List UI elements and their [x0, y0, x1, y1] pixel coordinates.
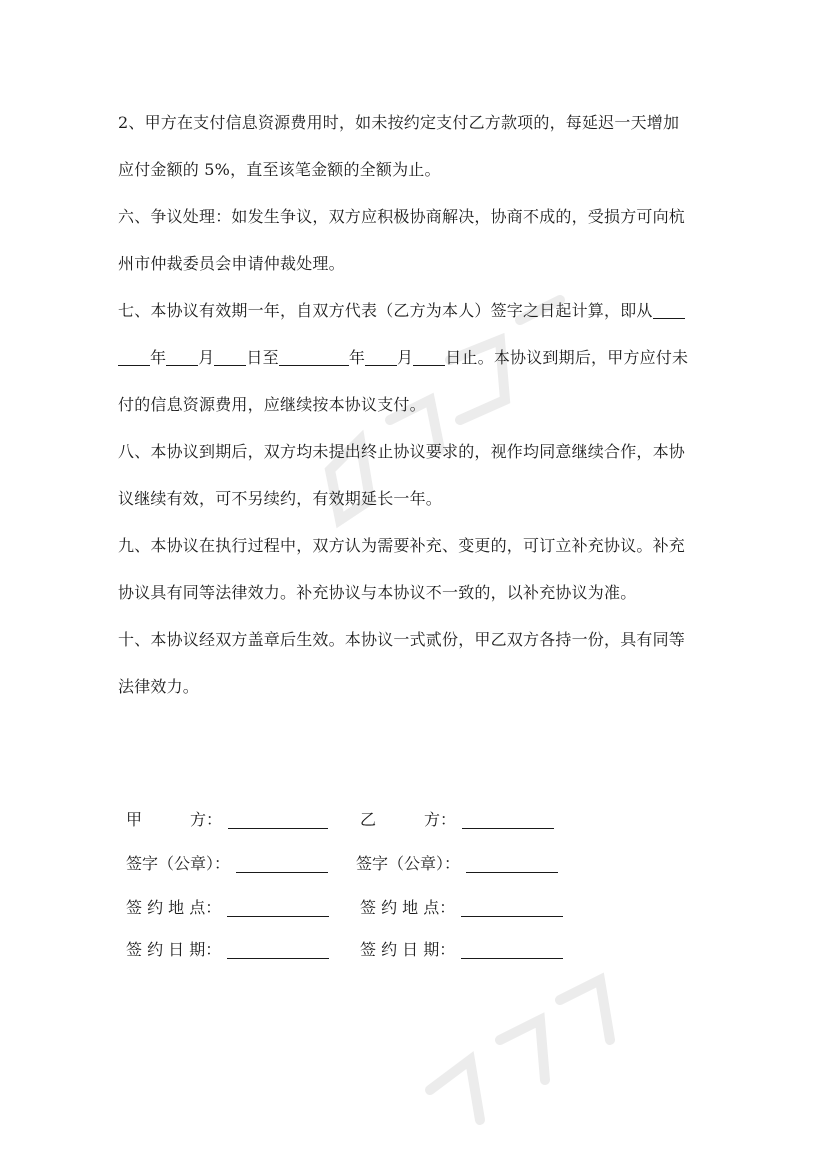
sign-b-label: 签字（公章）： [356, 854, 461, 873]
clause-line: 协议具有同等法律效力。补充协议与本协议不一致的，以补充协议为准。 [118, 583, 637, 602]
party-b-field [360, 810, 554, 830]
clause-line: 2、甲方在支付信息资源费用时，如未按约定支付乙方款项的，每延迟一天增加 [118, 113, 680, 132]
party-a-field [126, 810, 328, 830]
month-label: 月 [198, 348, 215, 367]
start-day-blank[interactable] [214, 347, 246, 366]
end-month-blank[interactable] [365, 347, 397, 366]
clause-7-validity [118, 287, 718, 428]
date-b-field [360, 940, 563, 960]
place-a-label: 签 约 地 点： [126, 898, 222, 917]
place-a-blank[interactable] [227, 898, 329, 917]
sign-b-blank[interactable] [466, 854, 558, 873]
place-b-blank[interactable] [461, 898, 563, 917]
clause-6-dispute [118, 193, 718, 287]
clause-text-end: 日止。本协议到期后，甲方应付未 [445, 348, 689, 367]
clause-line [118, 334, 718, 381]
party-a-label: 甲 方： [126, 810, 223, 829]
sign-a-blank[interactable] [236, 854, 328, 873]
start-year-blank-a[interactable] [653, 300, 685, 319]
month-label-2: 月 [397, 348, 414, 367]
date-b-blank[interactable] [461, 940, 563, 959]
year-label-2: 年 [348, 348, 366, 367]
end-year-blank[interactable] [279, 347, 349, 366]
year-label: 年 [150, 348, 167, 367]
clause-line: 议继续有效，可不另续约，有效期延长一年。 [118, 489, 443, 508]
clause-line: 八、本协议到期后，双方均未提出终止协议要求的，视作均同意继续合作，本协 [118, 442, 686, 461]
party-b-blank[interactable] [462, 810, 554, 829]
clause-line: 州市仲裁委员会申请仲裁处理。 [118, 254, 345, 273]
clause-text: 七、本协议有效期一年，自双方代表（乙方为本人）签字之日起计算，即从 [118, 301, 653, 320]
party-b-label: 乙 方： [360, 810, 457, 829]
clause-line: 六、争议处理：如发生争议，双方应积极协商解决，协商不成的，受损方可向杭 [118, 207, 686, 226]
end-day-blank[interactable] [413, 347, 445, 366]
sign-b-field [356, 854, 558, 874]
sign-a-field [126, 854, 328, 874]
clause-line: 九、本协议在执行过程中，双方认为需要补充、变更的，可订立补充协议。补充 [118, 536, 686, 555]
date-a-blank[interactable] [227, 940, 329, 959]
clause-9-supplement [118, 522, 718, 616]
clause-line: 付的信息资源费用，应继续按本协议支付。 [118, 395, 426, 414]
place-a-field [126, 898, 329, 918]
clause-line: 应付金额的 5%，直至该笔金额的全额为止。 [118, 160, 441, 179]
clause-line: 十、本协议经双方盖章后生效。本协议一式贰份，甲乙双方各持一份，具有同等 [118, 630, 686, 649]
sign-a-label: 签字（公章）： [126, 854, 231, 873]
clause-line: 法律效力。 [118, 677, 200, 696]
clause-8-renewal [118, 428, 718, 522]
date-b-label: 签 约 日 期： [360, 940, 456, 959]
date-a-label: 签 约 日 期： [126, 940, 222, 959]
date-a-field [126, 940, 329, 960]
place-b-field [360, 898, 563, 918]
start-month-blank[interactable] [166, 347, 198, 366]
clause-10-effect [118, 616, 718, 710]
party-a-blank[interactable] [228, 810, 328, 829]
start-year-blank-b[interactable] [118, 347, 150, 366]
place-b-label: 签 约 地 点： [360, 898, 456, 917]
clause-2-late-payment [118, 99, 718, 193]
clause-line [118, 287, 718, 334]
day-to-label: 日至 [246, 348, 279, 367]
